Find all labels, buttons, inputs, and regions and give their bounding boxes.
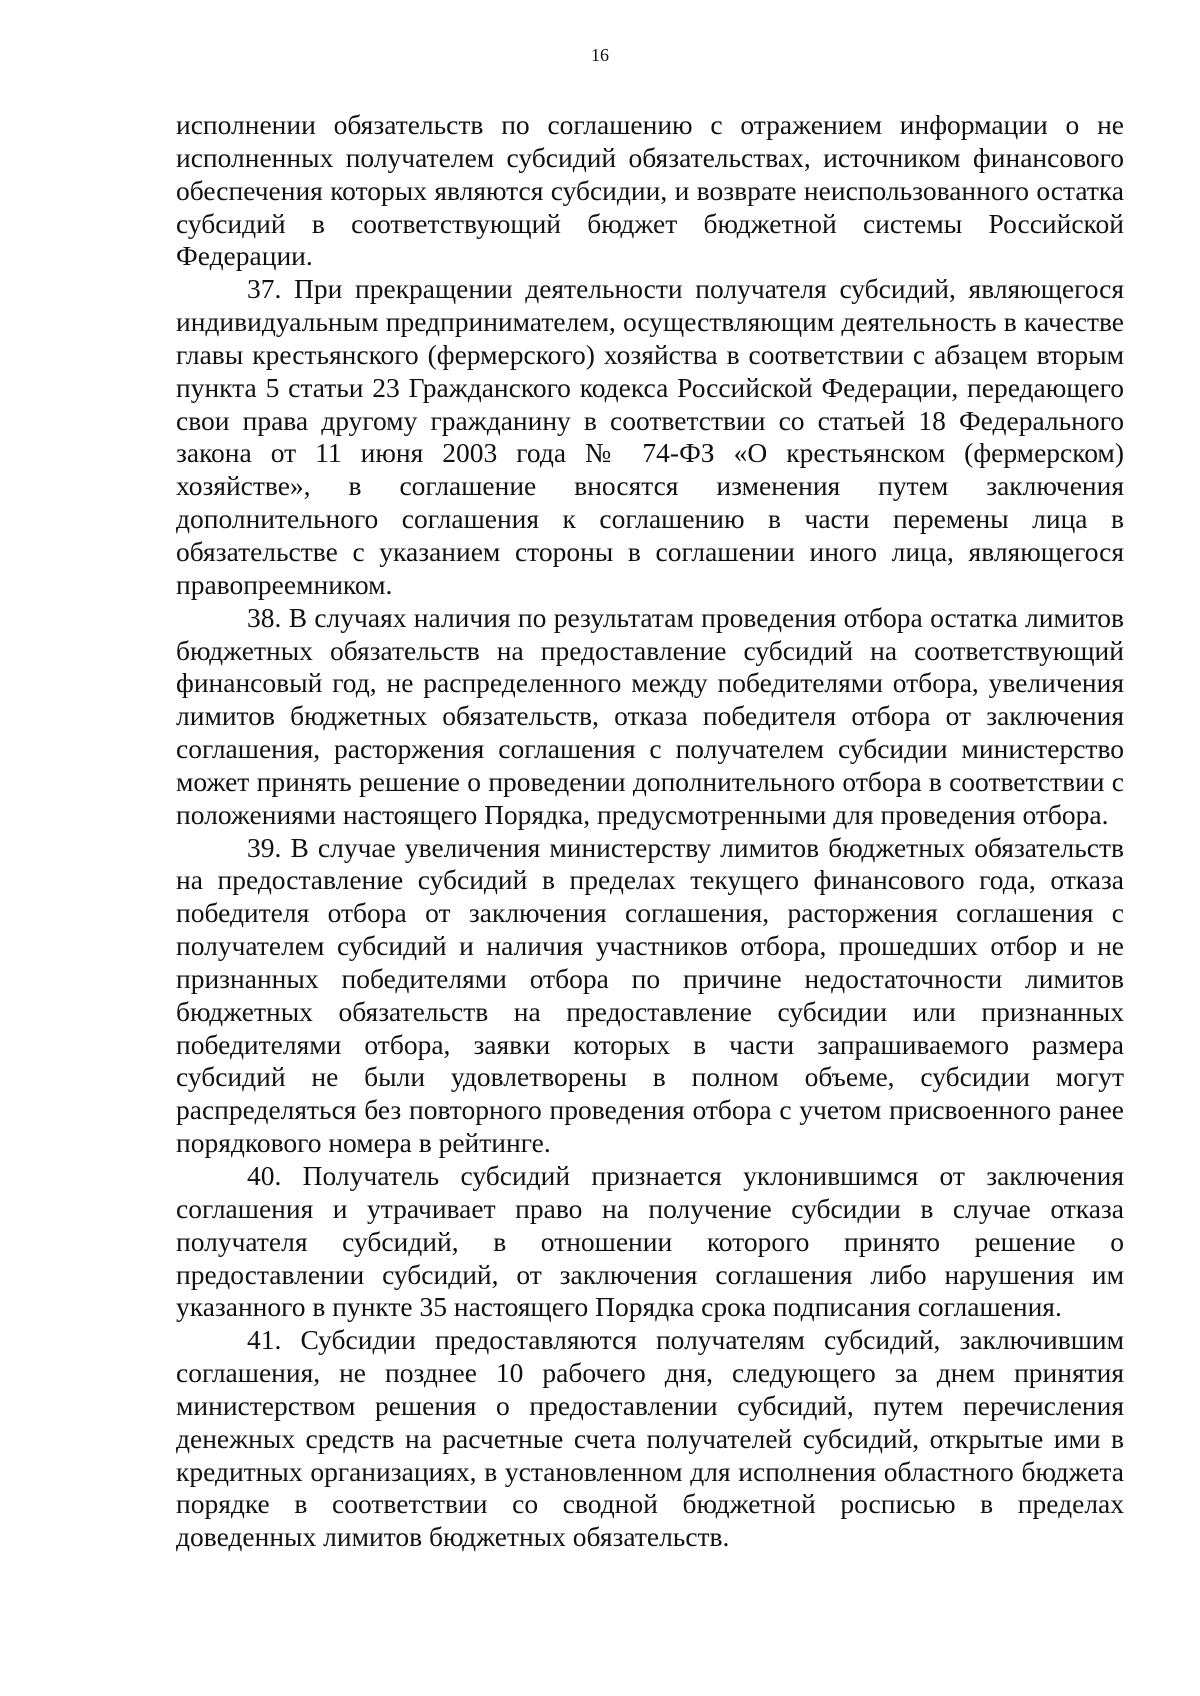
document-body — [176, 109, 1124, 1554]
paragraph-item-38: 38. В случаях наличия по результатам проведения отбора остатка лимитов бюджетных обязательств на предоставление субсидий на соответствующий финансовый год, не распределенного между победителями отбора, увеличения лимитов бюджетных обязательств, отказа победителя отбора от заключения соглашения, расторжения соглашения с получателем субсидии министерство может принять решение о проведении дополнительного отбора в соответствии с положениями настоящего Порядка, предусмотренными для проведения отбора. — [176, 601, 1124, 830]
paragraph-item-37: 37. При прекращении деятельности получателя субсидий, являющегося индивидуальным предпринимателем, осуществляющим деятельность в качестве главы крестьянского (фермерского) хозяйства в соответствии с абзацем вторым пункта 5 статьи 23 Гражданского кодекса Российской Федерации, передающего свои права другому гражданину в соответствии со статьей 18 Федерального закона от 11 июня 2003 года № 74-ФЗ «О крестьянском (фермерском) хозяйстве», в соглашение вносятся изменения путем заключения дополнительного соглашения к соглашению в части перемены лица в обязательстве с указанием стороны в соглашении иного лица, являющегося правопреемником. — [176, 273, 1124, 600]
paragraph-item-40: 40. Получатель субсидий признается уклонившимся от заключения соглашения и утрачивает право на получение субсидии в случае отказа получателя субсидий, в отношении которого принято решение о предоставлении субсидий, от заключения соглашения либо нарушения им указанного в пункте 35 настоящего Порядка срока подписания соглашения. — [176, 1160, 1124, 1323]
paragraph-item-41: 41. Субсидии предоставляются получателям субсидий, заключившим соглашения, не позднее 10 рабочего дня, следующего за днем принятия министерством решения о предоставлении субсидий, путем перечисления денежных средств на расчетные счета получателей субсидий, открытые ими в кредитных организациях, в установленном для исполнения областного бюджета порядке в соответствии со сводной бюджетной росписью в пределах доведенных лимитов бюджетных обязательств. — [176, 1324, 1124, 1553]
page-number: 16 — [591, 45, 609, 65]
paragraph-continuation: исполнении обязательств по соглашению с отражением информации о не исполненных получателем субсидий обязательствах, источником финансового обеспечения которых являются субсидии, и возврате неиспользованного остатка субсидий в соответствующий бюджет бюджетной системы Российской Федерации. — [176, 109, 1124, 272]
paragraph-item-39: 39. В случае увеличения министерству лимитов бюджетных обязательств на предоставление субсидий в пределах текущего финансового года, отказа победителя отбора от заключения соглашения, расторжения соглашения с получателем субсидий и наличия участников отбора, прошедших отбор и не признанных победителями отбора по причине недостаточности лимитов бюджетных обязательств на предоставление субсидии или признанных победителями отбора, заявки которых в части запрашиваемого размера субсидий не были удовлетворены в полном объеме, субсидии могут распределяться без повторного проведения отбора с учетом присвоенного ранее порядкового номера в рейтинге. — [176, 831, 1124, 1159]
